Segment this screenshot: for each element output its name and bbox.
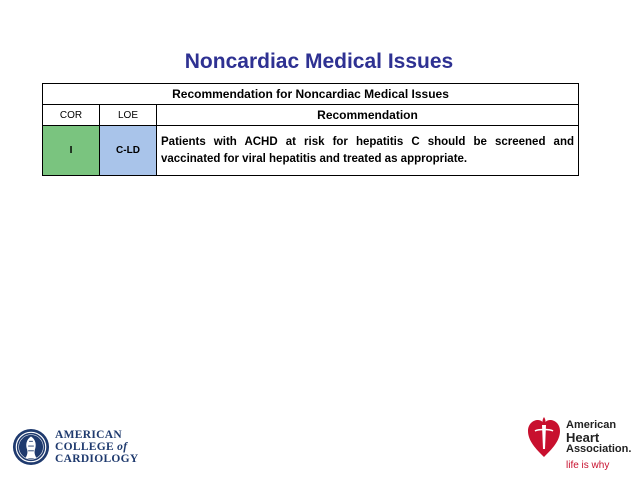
slide-title: Noncardiac Medical Issues xyxy=(184,50,454,73)
table-caption: Recommendation for Noncardiac Medical Issues xyxy=(43,84,579,105)
table-row xyxy=(43,126,579,176)
acc-wordmark xyxy=(55,429,139,465)
aha-wordmark xyxy=(566,420,631,455)
acc-line-2 xyxy=(55,441,139,453)
acc-line-2-college: COLLEGE xyxy=(55,441,118,453)
acc-logo xyxy=(12,428,139,466)
acc-seal-icon xyxy=(12,428,50,466)
table-header-row xyxy=(43,105,579,126)
header-recommendation: Recommendation xyxy=(157,105,579,126)
cor-value: I xyxy=(43,126,100,176)
recommendation-text: Patients with ACHD at risk for hepatitis C should be screened and vaccinated for viral hepatitis and treated as appropriate. xyxy=(157,126,579,176)
acc-line-1: AMERICAN xyxy=(55,429,122,441)
loe-value: C-LD xyxy=(100,126,157,176)
aha-line-1: American xyxy=(566,419,617,431)
acc-line-3: CARDIOLOGY xyxy=(55,453,139,465)
header-cor: COR xyxy=(43,105,100,126)
recommendation-table xyxy=(42,83,579,176)
aha-line-3: Association. xyxy=(566,443,632,455)
heart-torch-icon xyxy=(526,415,562,459)
acc-line-2-of: of xyxy=(117,441,128,453)
aha-logo xyxy=(526,415,636,475)
table-caption-row xyxy=(43,84,579,105)
aha-tagline: life is why xyxy=(566,460,610,471)
aha-line-2: Heart xyxy=(566,430,600,445)
header-loe: LOE xyxy=(100,105,157,126)
